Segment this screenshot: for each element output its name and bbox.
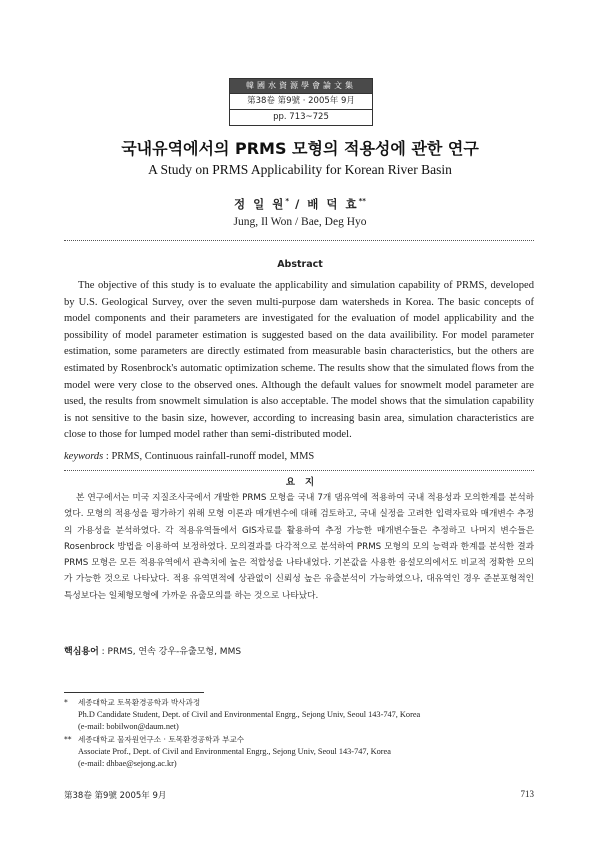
footnote-1-affil-ko: [64, 697, 544, 709]
authors-korean: [0, 196, 600, 212]
authors-english: Jung, Il Won / Bae, Deg Hyo: [233, 216, 367, 228]
author-separator: /: [289, 197, 308, 211]
title-english: A Study on PRMS Applicability for Korean River Basin: [148, 162, 452, 177]
author1-name: 정 일 원: [234, 197, 286, 211]
footnote-1: [64, 697, 544, 734]
journal-name: 韓國水資源學會論文集: [230, 79, 372, 93]
footnote-2-mark: **: [64, 734, 72, 744]
keywords-line: [64, 451, 314, 462]
summary-text-korean: 본 연구에서는 미국 지질조사국에서 개발한 PRMS 모형을 국내 7개 댐유역에 적용하여 국내 적용성과 모의한계를 분석하였다. 모형의 적용성을 평가하기 위해 모형 이론과 매개변수에 대해 검토하고, 국내 실정을 고려한 입력자료와 매개변수 추정의 가용성을 분석하였다. 각 적용유역들에서 GIS자료를 활용하여 추정 가능한 매개변수들은 추정하고 나머지 변수들은 Rosenbrock 방법을 이용하여 보정하였다. 모의결과를 다각적으로 분석하여 PRMS 모형의 모의 능력과 한계를 분석한 결과 PRMS 모형은 모든 적용유역에서 관측치에 높은 적합성을 나타내었다. 기본값을 사용한 융설모의에서도 비교적 정확한 모의가 가능한 것으로 나타났다. 적용 유역면적에 상관없이 신뢰성 높은 유출분석이 가능하였으나, 대유역인 경우 준분포형적인 특성보다는 일체형모형에 가까운 유출모의를 하는 것으로 나타났다.: [64, 493, 534, 601]
divider-top: [64, 240, 534, 241]
volume-issue: 第38卷 第9號 · 2005年 9月: [230, 93, 372, 109]
footnote-2-affil-en: Associate Prof., Dept. of Civil and Environmental Engrg., Sejong Univ, Seoul 143-747, Korea: [78, 746, 391, 756]
keywords-korean-text: : PRMS, 연속 강우-유출모형, MMS: [98, 647, 242, 657]
keywords-korean-line: [64, 644, 241, 657]
author1-mark: *: [285, 197, 290, 206]
summary-heading: 요 지: [285, 477, 315, 488]
footnote-1-affil-en: Ph.D Candidate Student, Dept. of Civil and Environmental Engrg., Sejong Univ, Seoul 143-747, Korea: [78, 710, 421, 720]
footnote-1-affil-ko-text: 세종대학교 토목환경공학과 박사과정: [78, 698, 201, 707]
keywords-label: keywords: [64, 451, 104, 462]
keywords-korean-label: 핵심용어: [64, 647, 99, 657]
footnotes: [64, 697, 544, 770]
footnote-1-email: (e-mail: bobilwon@daum.net): [78, 722, 179, 732]
journal-header-box: [229, 78, 373, 126]
keywords-text: : PRMS, Continuous rainfall-runoff model, MMS: [103, 451, 315, 462]
abstract-text: The objective of this study is to evaluate the applicability and simulation capability of PRMS, developed by U.S. Geological Survey, over the seven multi-purpose dam watersheds in Korea. The basic concepts of model components and their parameters are investigated for the evaluation of model applicability and the possibility of model parameter estimation is suggested based on the data availibility. For model parameter estimation, some parameters are directly estimated from measurable basin characteristics, but the others are estimated by Rosenbrock's automatic optimization scheme. The results show that the simulated flows from the model were very close to the observed ones. Although the default values for snowmelt model parameter are used, the results from snowmelt simulation is also acceptable. The model shows that the simulation capability is not sensitive to the basin size, however, according to increasing basin area, simulation characteristics are close to those for lumped model rather than semi-distributed model.: [64, 280, 534, 441]
footer-journal-info: 第38卷 第9號 2005年 9月: [64, 791, 167, 801]
page-number: 713: [520, 789, 534, 799]
footnote-2-email: (e-mail: dhbae@sejong.ac.kr): [78, 759, 177, 769]
title-korean: 국내유역에서의 PRMS 모형의 적용성에 관한 연구: [121, 139, 479, 158]
footnote-1-mark: *: [64, 698, 68, 707]
page-range: pp. 713~725: [230, 109, 372, 125]
abstract-heading: Abstract: [277, 259, 323, 270]
footnote-rule: [64, 692, 204, 693]
footnote-2-affil-ko-text: 세종대학교 물자원연구소 · 토목환경공학과 부교수: [78, 734, 245, 744]
author2-name: 배 덕 효: [307, 197, 359, 211]
divider-middle: [64, 470, 534, 471]
footnote-2: [64, 734, 544, 771]
footnote-2-affil-ko: [64, 734, 544, 746]
author2-mark: **: [358, 197, 366, 206]
